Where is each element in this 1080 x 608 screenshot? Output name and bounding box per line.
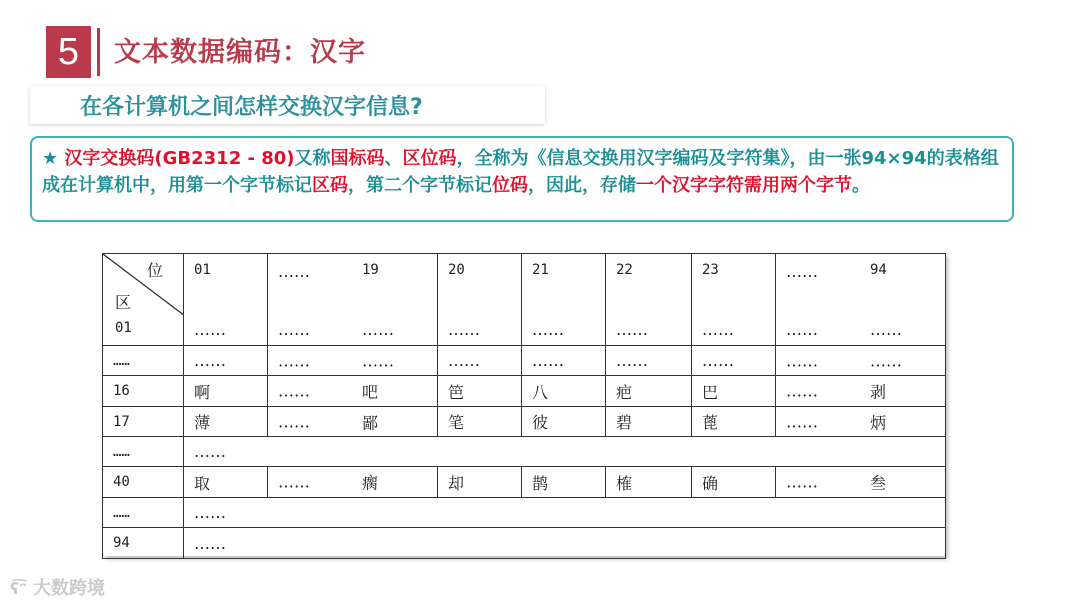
table-cell: …… xyxy=(184,498,946,528)
table-cell: …… xyxy=(438,346,522,376)
col-header: 21 xyxy=(532,262,549,278)
table-row xyxy=(103,467,946,498)
table-cell: …… xyxy=(522,346,606,376)
section-number: 5 xyxy=(46,26,91,78)
col-header: 22 xyxy=(616,262,633,278)
table-row xyxy=(103,498,946,528)
table-cell: 剥 xyxy=(870,382,887,402)
corner-cell xyxy=(103,254,184,346)
table-cell: …… xyxy=(786,351,818,370)
row-label: …… xyxy=(103,498,184,528)
table-cell: 瘸 xyxy=(362,473,379,493)
watermark xyxy=(10,574,105,600)
subtitle: 在各计算机之间怎样交换汉字信息? xyxy=(80,95,423,120)
table-row xyxy=(103,407,946,437)
table-cell: 薄 xyxy=(184,407,268,437)
brand-logo-icon: ʕ͡ᵔ xyxy=(10,579,27,598)
table-cell: …… xyxy=(184,437,946,467)
table-header-row xyxy=(103,254,946,346)
info-box xyxy=(30,136,1014,222)
table-cell-group xyxy=(268,407,438,437)
title-divider xyxy=(97,28,100,76)
table-cell: 鄙 xyxy=(362,413,379,432)
highlight-text: 国标码 xyxy=(330,148,385,169)
table-cell: …… xyxy=(278,412,310,431)
col-header: 94 xyxy=(870,262,887,278)
header-cell xyxy=(268,254,438,346)
body-text: 、 xyxy=(384,148,403,169)
header-cell xyxy=(692,254,776,346)
table-cell-group xyxy=(776,346,946,376)
table-cell: …… xyxy=(786,381,818,401)
table-cell: …… xyxy=(616,320,648,339)
table-cell: …… xyxy=(194,320,226,339)
watermark-text: 大数跨境 xyxy=(32,578,105,599)
header-cell xyxy=(606,254,692,346)
table-cell: 取 xyxy=(184,467,268,498)
code-table xyxy=(102,253,945,556)
table-cell: …… xyxy=(870,320,902,339)
table-cell: …… xyxy=(692,346,776,376)
row-label: 01 xyxy=(115,320,132,336)
table-cell: …… xyxy=(532,320,564,339)
body-text: 又称 xyxy=(294,148,331,169)
table-cell: …… xyxy=(786,320,818,339)
table-cell: …… xyxy=(870,351,902,370)
highlight-text: 区码 xyxy=(312,175,348,196)
table-cell: 吧 xyxy=(362,382,379,402)
table-cell: 蓖 xyxy=(692,407,776,437)
table-cell: …… xyxy=(448,320,480,339)
body-text: ，因此，存储 xyxy=(528,175,636,196)
table-cell-group xyxy=(268,376,438,407)
table-cell: 碧 xyxy=(606,407,692,437)
col-header: 01 xyxy=(194,262,211,278)
highlight-text: 汉字交换码(GB2312 - 80) xyxy=(58,148,295,169)
highlight-text: 区位码 xyxy=(402,148,457,169)
row-label: …… xyxy=(103,346,184,376)
table-row xyxy=(103,437,946,467)
header-cell xyxy=(522,254,606,346)
table-cell: …… xyxy=(278,381,310,401)
highlight-text: 一个汉字字符需用两个字节 xyxy=(636,175,852,196)
table-cell: 却 xyxy=(438,467,522,498)
table-cell: 确 xyxy=(692,467,776,498)
body-text: ，第二个字节标记 xyxy=(348,175,492,196)
row-label: 16 xyxy=(103,376,184,407)
col-header: …… xyxy=(278,262,310,281)
table-cell: 巴 xyxy=(692,376,776,407)
table-row xyxy=(103,346,946,376)
col-header: …… xyxy=(786,262,818,281)
header-cell xyxy=(438,254,522,346)
star-icon: ★ xyxy=(42,148,59,169)
highlight-text: 位码 xyxy=(492,175,528,196)
table-cell: 鹊 xyxy=(522,467,606,498)
table-cell-group xyxy=(776,407,946,437)
table-cell: …… xyxy=(606,346,692,376)
table-cell: 彼 xyxy=(522,407,606,437)
table-cell: 榷 xyxy=(606,467,692,498)
table-cell: 啊 xyxy=(184,376,268,407)
table-cell: 笆 xyxy=(438,376,522,407)
body-text: 。 xyxy=(852,175,870,196)
body-text: ，全称为《信息交换用汉字编码及字符集》，由一张94×94的表格组成在计算机中，用第一个字节标记 xyxy=(42,148,999,196)
table-cell: …… xyxy=(362,351,394,370)
wei-label: 位 xyxy=(147,261,164,280)
table-cell: 炳 xyxy=(870,413,887,432)
table-cell: …… xyxy=(278,351,310,370)
table-cell: …… xyxy=(702,320,734,339)
table-row xyxy=(103,528,946,559)
page-title: 文本数据编码：汉字 xyxy=(114,37,366,68)
qu-label: 区 xyxy=(115,293,132,312)
table-cell-group xyxy=(268,467,438,498)
table-cell: 疤 xyxy=(606,376,692,407)
table-cell: …… xyxy=(278,472,310,492)
table-cell: …… xyxy=(362,320,394,339)
table-cell: …… xyxy=(184,346,268,376)
header-cell xyxy=(776,254,946,346)
table-cell: 叁 xyxy=(870,473,887,493)
info-text xyxy=(42,148,999,196)
row-label: 40 xyxy=(103,467,184,498)
header-cell xyxy=(184,254,268,346)
table-cell-group xyxy=(268,346,438,376)
table-cell: …… xyxy=(184,528,946,559)
row-label: 94 xyxy=(103,528,184,559)
col-header: 20 xyxy=(448,262,465,278)
table-cell: 八 xyxy=(522,376,606,407)
table-row xyxy=(103,376,946,407)
col-header: 19 xyxy=(362,262,379,278)
col-header: 23 xyxy=(702,262,719,278)
table-cell: …… xyxy=(786,472,818,492)
table-cell: 笔 xyxy=(438,407,522,437)
table-cell: …… xyxy=(786,412,818,431)
row-label: 17 xyxy=(103,407,184,437)
table-cell-group xyxy=(776,376,946,407)
row-label: …… xyxy=(103,437,184,467)
table-cell-group xyxy=(776,467,946,498)
table-cell: …… xyxy=(278,320,310,339)
